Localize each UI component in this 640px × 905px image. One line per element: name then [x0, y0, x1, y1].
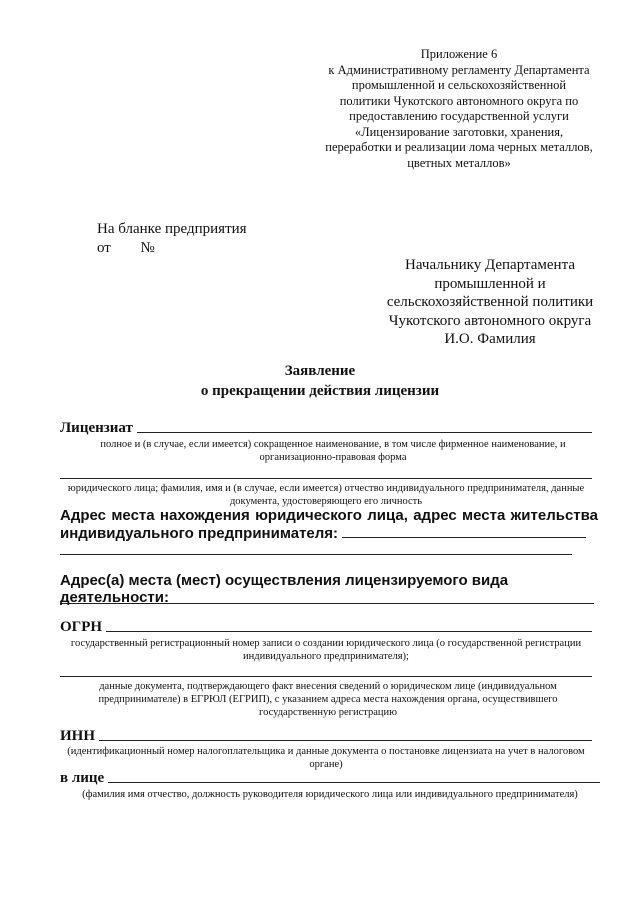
licensee-row [60, 420, 592, 437]
licensee-label: Лицензиат [60, 420, 133, 436]
ogrn-label: ОГРН [60, 619, 103, 635]
inn-row [60, 728, 592, 745]
inn-label: ИНН [60, 728, 96, 744]
address-field-2[interactable] [60, 554, 572, 555]
addressee-line: сельскохозяйственной политики [386, 294, 594, 310]
document-title [0, 361, 640, 401]
inn-field[interactable] [99, 739, 592, 741]
appendix-line: к Административному регламенту Департамента [328, 62, 590, 77]
addressee-line: И.О. Фамилия [444, 331, 536, 347]
ogrn-field[interactable] [106, 630, 592, 632]
addressee-line: Чукотского автономного округа [388, 312, 592, 329]
title-line-2: о прекращении действия лицензии [200, 383, 440, 399]
appendix-line: «Лицензирование заготовки, хранения, [354, 124, 564, 139]
address-field[interactable] [342, 536, 586, 538]
addressee-line: промышленной и [434, 275, 546, 292]
addressee-line: Начальнику Департамента [405, 257, 575, 273]
title-line-1: Заявление [284, 363, 356, 379]
appendix-line: Приложение 6 [420, 47, 498, 61]
letterhead-blank: На бланке предприятия [97, 221, 247, 237]
letterhead-block [97, 220, 247, 258]
appendix-line: промышленной и сельскохозяйственной [351, 78, 567, 92]
appendix-line: политики Чукотского автономного округа по [339, 93, 579, 108]
appendix-line: предоставлению государственной услуги [349, 109, 569, 123]
inn-hint: (идентификационный номер налогоплательщика и данные документа о постановке лицензиата на учет в налоговом органе) [67, 746, 585, 770]
ogrn-field-2[interactable] [60, 676, 592, 677]
person-hint: (фамилия имя отчество, должность руководителя юридического лица или индивидуального предпринимателя) [82, 789, 578, 800]
person-label: в лице [60, 770, 105, 786]
licensee-hint-2: юридического лица; фамилия, имя и (в случае, если имеется) отчество индивидуального предпринимателя, данные документа, удостоверяющего его личность [67, 483, 585, 507]
appendix-block [300, 47, 618, 171]
address-label: индивидуального предпринимателя: [60, 525, 339, 542]
ogrn-hint-1: государственный регистрационный номер записи о создании юридического лица (о государственной регистрации индивидуального предпринимателя); [70, 638, 582, 662]
licensee-field[interactable] [137, 431, 592, 433]
ogrn-hint-2: данные документа, подтверждающего факт внесения сведений о юридическом лице (индивидуальном предпринимателе) в ЕГРЮЛ (ЕГРИП), с указанием адреса места нахождения органа, осуществившего государственную регистрацию [98, 681, 558, 718]
addressee-block [364, 256, 616, 349]
address-line-1: Адрес места нахождения юридического лица, адрес места жительства [60, 507, 598, 524]
ogrn-row [60, 619, 592, 636]
appendix-line: цветных металлов» [407, 155, 511, 170]
appendix-line: переработки и реализации лома черных металлов, [325, 140, 593, 154]
letterhead-from: от [97, 240, 111, 256]
activity-address-label: Адрес(а) места (мест) осуществления лицензируемого вида деятельности: [60, 572, 509, 606]
address-row [60, 525, 586, 542]
person-field[interactable] [108, 781, 600, 783]
letterhead-number: № [140, 240, 155, 256]
person-row [60, 770, 600, 787]
activity-address-field[interactable] [60, 603, 594, 604]
licensee-hint-1: полное и (в случае, если имеется) сокращенное наименование, в том числе фирменное наименование, и организационно-правовая форма [100, 439, 566, 463]
licensee-field-2[interactable] [60, 478, 592, 479]
